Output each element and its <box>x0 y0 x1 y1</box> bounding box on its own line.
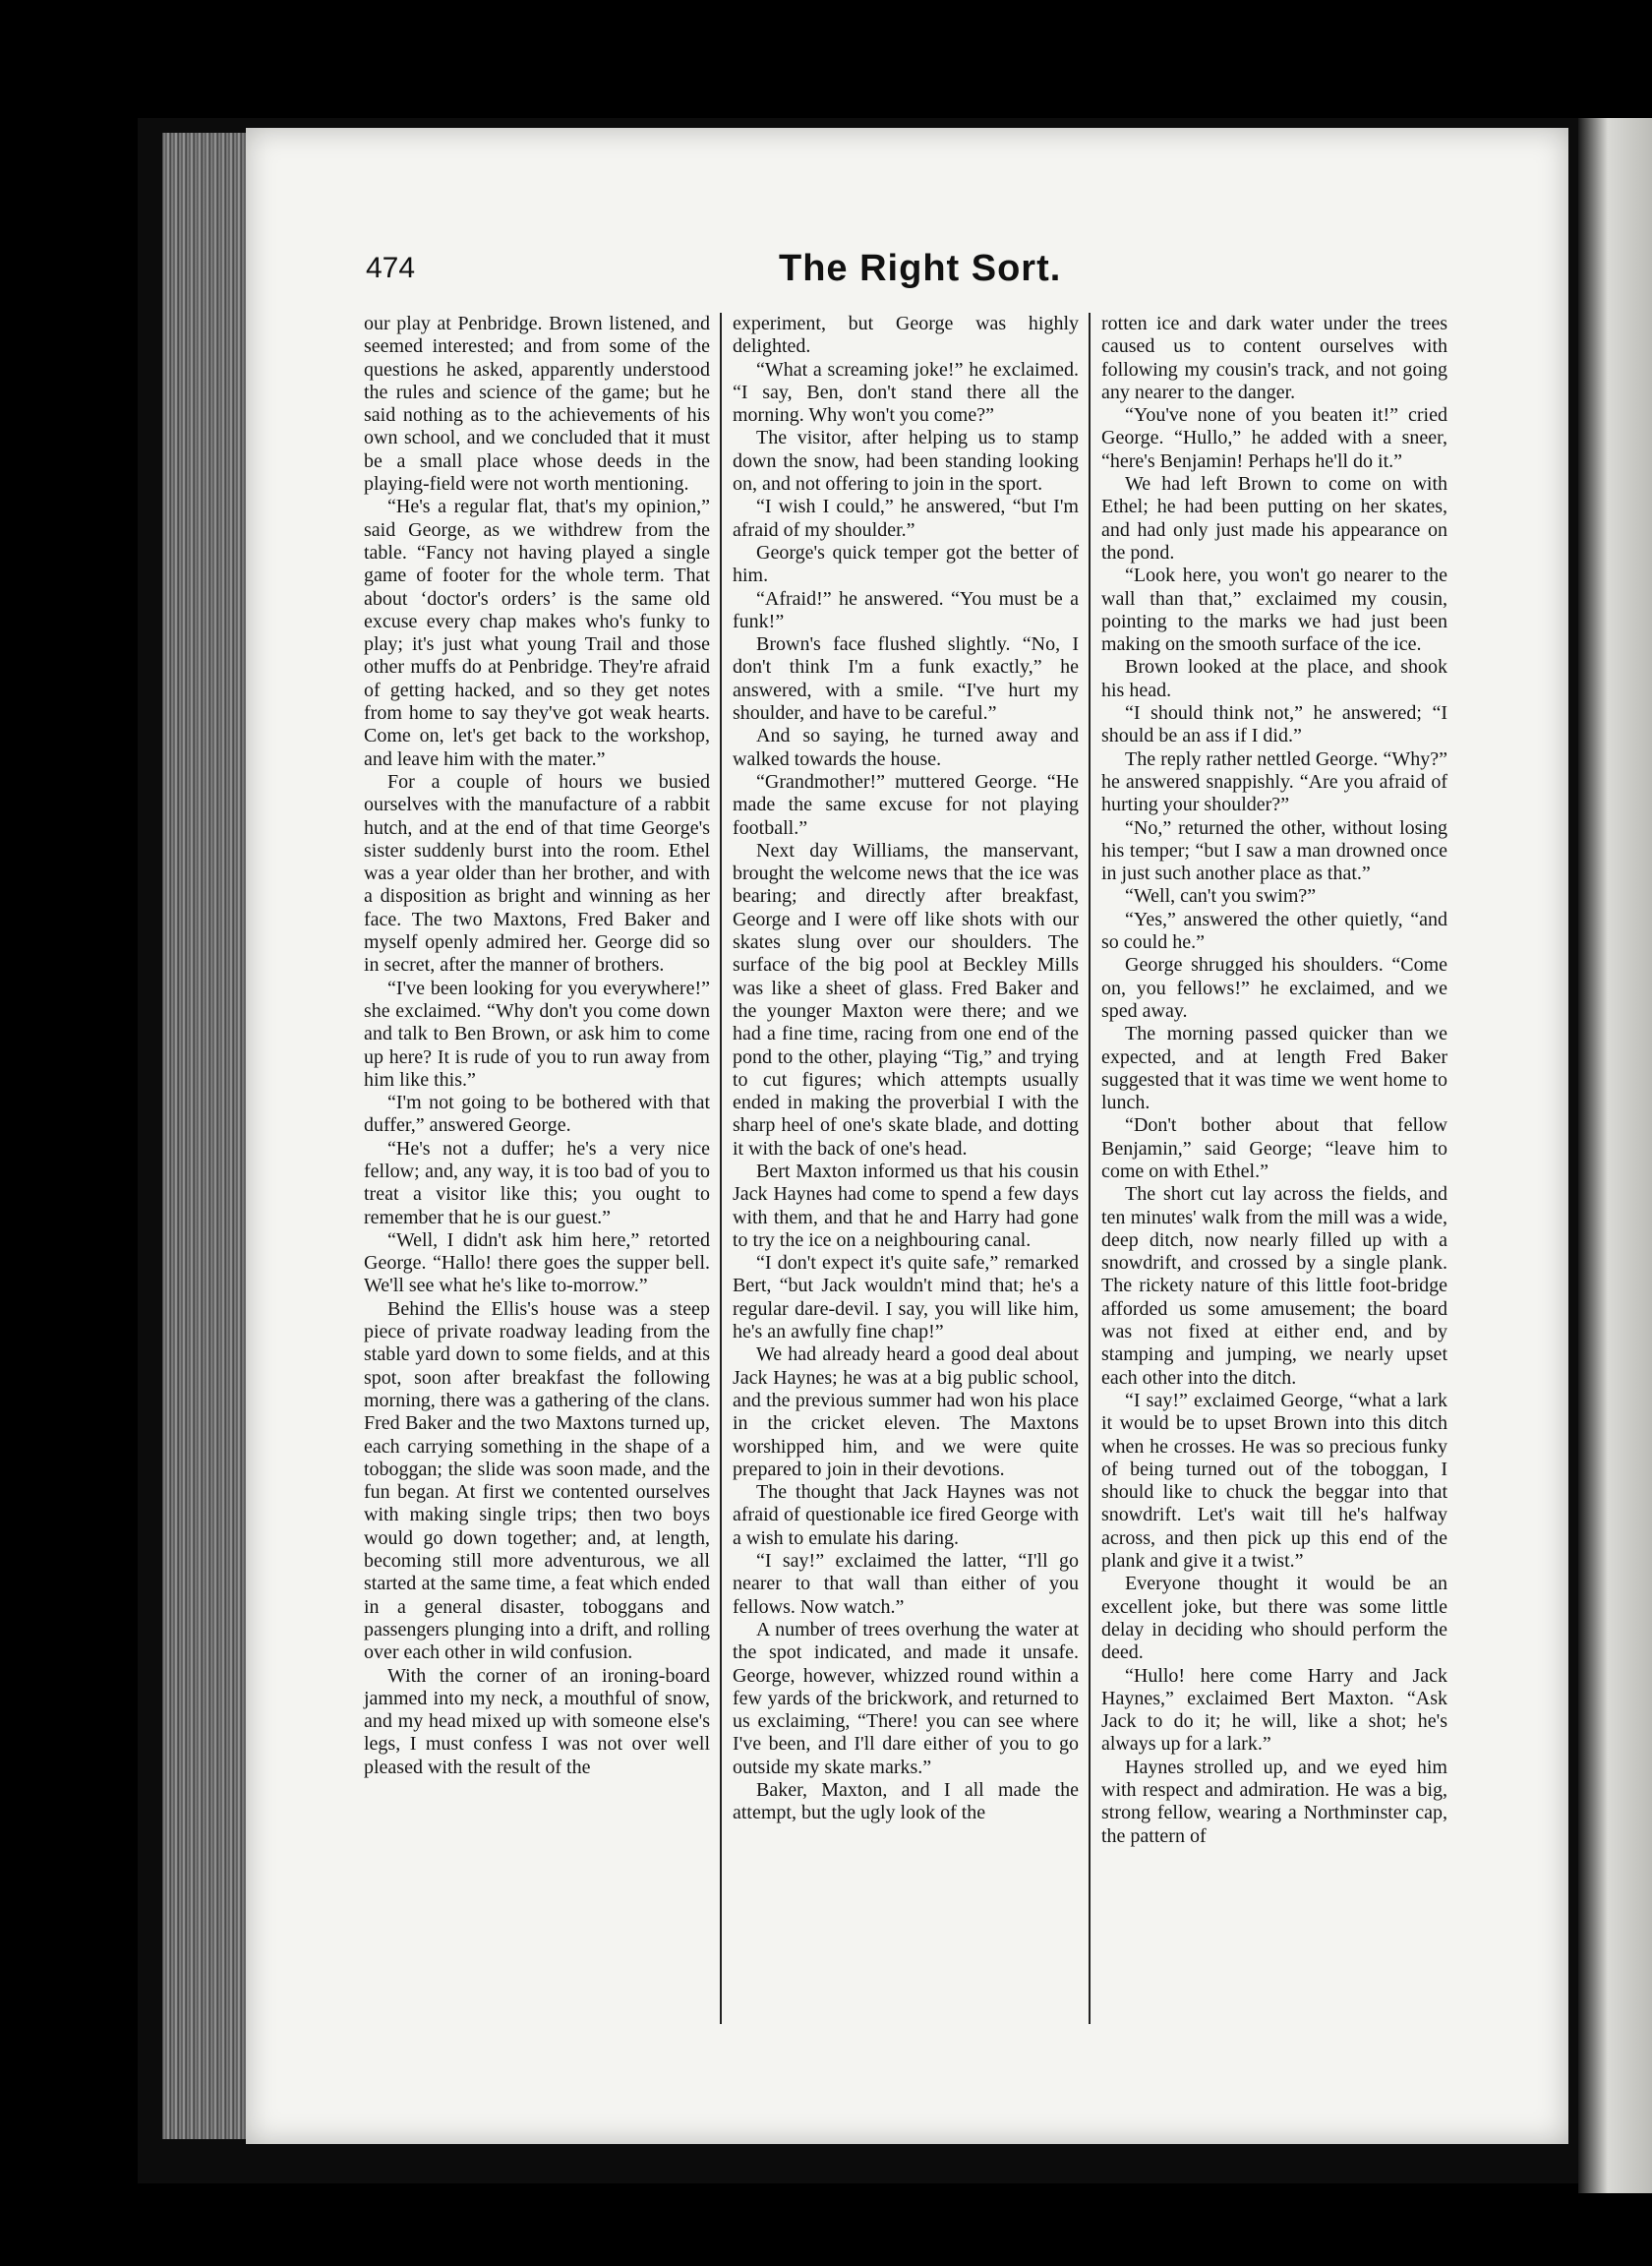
paragraph: We had already heard a good deal about Jack Haynes; he was at a big public school, and the previous summer had won his place in the cricket eleven. The Maxtons worshipped him, and we were quite prepared to join in their devotions. <box>733 1343 1079 1480</box>
paragraph: “What a screaming joke!” he exclaimed. “I say, Ben, don't stand there all the morning. Why won't you come?” <box>733 358 1079 427</box>
page-header <box>366 248 1447 297</box>
paragraph: rotten ice and dark water under the trees caused us to content ourselves with following my cousin's track, and not going any nearer to the danger. <box>1101 313 1447 403</box>
paragraph: “Hullo! here come Harry and Jack Haynes,” exclaimed Bert Maxton. “Ask Jack to do it; he will, like a shot; he's always up for a lark.” <box>1101 1664 1447 1756</box>
paragraph: “Well, can't you swim?” <box>1125 885 1317 908</box>
column-divider <box>1089 313 1091 2024</box>
page-number: 474 <box>366 252 416 284</box>
paragraph: “Don't bother about that fellow Benjamin,” said George; “leave him to come on with Ethel.” <box>1101 1114 1447 1182</box>
paragraph: The morning passed quicker than we expected, and at length Fred Baker suggested that it was time we went home to lunch. <box>1101 1023 1447 1114</box>
paragraph: “I should think not,” he answered; “I should be an ass if I did.” <box>1101 702 1447 747</box>
paragraph: “I don't expect it's quite safe,” remarked Bert, “but Jack wouldn't mind that; he's a regular dare-devil. I say, you will like him, he's an awfully fine chap!” <box>733 1252 1079 1343</box>
paragraph: A number of trees overhung the water at the spot indicated, and made it unsafe. George, however, whizzed round within a few yards of the brickwork, and returned to us exclaiming, “There! you can see where I've been, and I'll dare either of you to go outside my skate marks.” <box>733 1618 1079 1778</box>
paragraph: George's quick temper got the better of him. <box>733 541 1079 587</box>
paragraph: “Afraid!” he answered. “You must be a funk!” <box>733 587 1079 632</box>
paragraph: our play at Penbridge. Brown listened, and seemed interested; and from some of the questions he asked, apparently understood the rules and science of the game; but he said nothing as to the achievements of his own school, and we concluded that it must be a small place whose deeds in the playing-field were not worth mentioning. <box>364 313 710 496</box>
text-column-3 <box>1101 313 1447 1848</box>
paragraph: “I say!” exclaimed George, “what a lark it would be to upset Brown into this ditch when he crosses. He was so precious funky of being turned out of the toboggan, I should like to chuck the beggar into that snowdrift. Let's wait till he's halfway across, and then pick up this end of the plank and give it a twist.” <box>1101 1389 1447 1573</box>
paragraph: “I've been looking for you everywhere!” she exclaimed. “Why don't you come down and talk to Ben Brown, or ask him to come up here? It is rude of you to run away from him like this.” <box>364 977 710 1091</box>
paragraph: “I'm not going to be bothered with that duffer,” answered George. <box>364 1092 710 1137</box>
paragraph: “He's not a duffer; he's a very nice fellow; and, any way, it is too bad of you to treat a visitor like this; you ought to remember that he is our guest.” <box>364 1137 710 1228</box>
paragraph: “Well, I didn't ask him here,” retorted George. “Hallo! there goes the supper bell. We'll see what he's like to-morrow.” <box>364 1228 710 1297</box>
paragraph: Everyone thought it would be an excellent joke, but there was some little delay in deciding who should perform the deed. <box>1101 1573 1447 1664</box>
paragraph: Brown's face flushed slightly. “No, I don't think I'm a funk exactly,” he answered, with a smile. “I've hurt my shoulder, and have to be careful.” <box>733 633 1079 725</box>
paragraph: “I say!” exclaimed the latter, “I'll go nearer to that wall than either of you fellows. Now watch.” <box>733 1550 1079 1618</box>
column-divider <box>720 313 722 2024</box>
paragraph: And so saying, he turned away and walked towards the house. <box>733 725 1079 770</box>
paragraph: Baker, Maxton, and I all made the attempt, but the ugly look of the <box>733 1779 1079 1824</box>
paragraph: The thought that Jack Haynes was not afraid of questionable ice fired George with a wish to emulate his daring. <box>733 1481 1079 1549</box>
paragraph: “You've none of you beaten it!” cried George. “Hullo,” he added with a sneer, “here's Benjamin! Perhaps he'll do it.” <box>1101 404 1447 472</box>
facing-page-edge <box>1578 118 1652 2193</box>
paragraph: Brown looked at the place, and shook his head. <box>1101 656 1447 701</box>
paragraph: “Grandmother!” muttered George. “He made the same excuse for not playing football.” <box>733 770 1079 839</box>
paragraph: “No,” returned the other, without losing his temper; “but I saw a man drowned once in just such another place as that.” <box>1101 816 1447 885</box>
paragraph: Bert Maxton informed us that his cousin Jack Haynes had come to spend a few days with them, and that he and Harry had gone to try the ice on a neighbouring canal. <box>733 1160 1079 1251</box>
paragraph: “He's a regular flat, that's my opinion,” said George, as we withdrew from the table. “Fancy not having played a single game of footer for the whole term. That about ‘doctor's orders’ is the same old excuse every chap makes who's funky to play; it's just what young Trail and those other muffs do at Penbridge. They're afraid of getting hacked, and so they get notes from home to say they've got weak hearts. Come on, let's get back to the workshop, and leave him with the mater.” <box>364 496 710 770</box>
text-column-1 <box>364 313 710 1779</box>
paragraph: For a couple of hours we busied ourselves with the manufacture of a rabbit hutch, and at the end of that time George's sister suddenly burst into the room. Ethel was a year older than her brother, and with a disposition as bright and winning as her face. The two Maxtons, Fred Baker and myself openly admired her. George did so in secret, after the manner of brothers. <box>364 770 710 977</box>
paragraph: With the corner of an ironing-board jammed into my neck, a mouthful of snow, and my head mixed up with someone else's legs, I must confess I was not over well pleased with the result of the <box>364 1664 710 1778</box>
paragraph: We had left Brown to come on with Ethel; he had been putting on her skates, and had only just made his appearance on the pond. <box>1101 473 1447 564</box>
paragraph: Haynes strolled up, and we eyed him with respect and admiration. He was a big, strong fellow, wearing a Northminster cap, the pattern of <box>1101 1756 1447 1847</box>
paragraph: The visitor, after helping us to stamp down the snow, had been standing looking on, and not offering to join in the sport. <box>733 427 1079 496</box>
paragraph: “I wish I could,” he answered, “but I'm afraid of my shoulder.” <box>733 496 1079 541</box>
paragraph: Behind the Ellis's house was a steep piece of private roadway leading from the stable yard down to some fields, and at this spot, soon after breakfast the following morning, there was a gathering of the clans. Fred Baker and the two Maxtons turned up, each carrying something in the shape of a toboggan; the slide was soon made, and the fun began. At first we contented ourselves with making single trips; then two boys would go down together; and, at length, becoming still more adventurous, we all started at the same time, a feat which ended in a general disaster, toboggans and passengers plunging into a drift, and rolling over each other in wild confusion. <box>364 1297 710 1664</box>
page-edges <box>162 133 251 2139</box>
text-column-2 <box>733 313 1079 1825</box>
paragraph: The short cut lay across the fields, and ten minutes' walk from the mill was a wide, deep ditch, now nearly filled up with a snowdrift, and crossed by a single plank. The rickety nature of this little foot-bridge afforded us some amusement; the board was not fixed at either end, and by stamping and jumping, we nearly upset each other into the ditch. <box>1101 1183 1447 1389</box>
paragraph: “Yes,” answered the other quietly, “and so could he.” <box>1101 908 1447 954</box>
paragraph: George shrugged his shoulders. “Come on, you fellows!” he exclaimed, and we sped away. <box>1101 954 1447 1022</box>
paragraph: experiment, but George was highly delighted. <box>733 313 1079 358</box>
paragraph: The reply rather nettled George. “Why?” he answered snappishly. “Are you afraid of hurting your shoulder?” <box>1101 747 1447 816</box>
running-title: The Right Sort. <box>779 248 1062 289</box>
paragraph: Next day Williams, the manservant, brought the welcome news that the ice was bearing; and directly after breakfast, George and I were off like shots with our skates slung over our shoulders. The surface of the big pool at Beckley Mills was like a sheet of glass. Fred Baker and the younger Maxton were there; and we had a fine time, racing from one end of the pond to the other, playing “Tig,” and trying to cut figures; which attempts usually ended in making the proverbial I with the sharp heel of one's skate blade, and dotting it with the back of one's head. <box>733 839 1079 1160</box>
paragraph: “Look here, you won't go nearer to the wall than that,” exclaimed my cousin, pointing to the marks we had just been making on the smooth surface of the ice. <box>1101 565 1447 656</box>
